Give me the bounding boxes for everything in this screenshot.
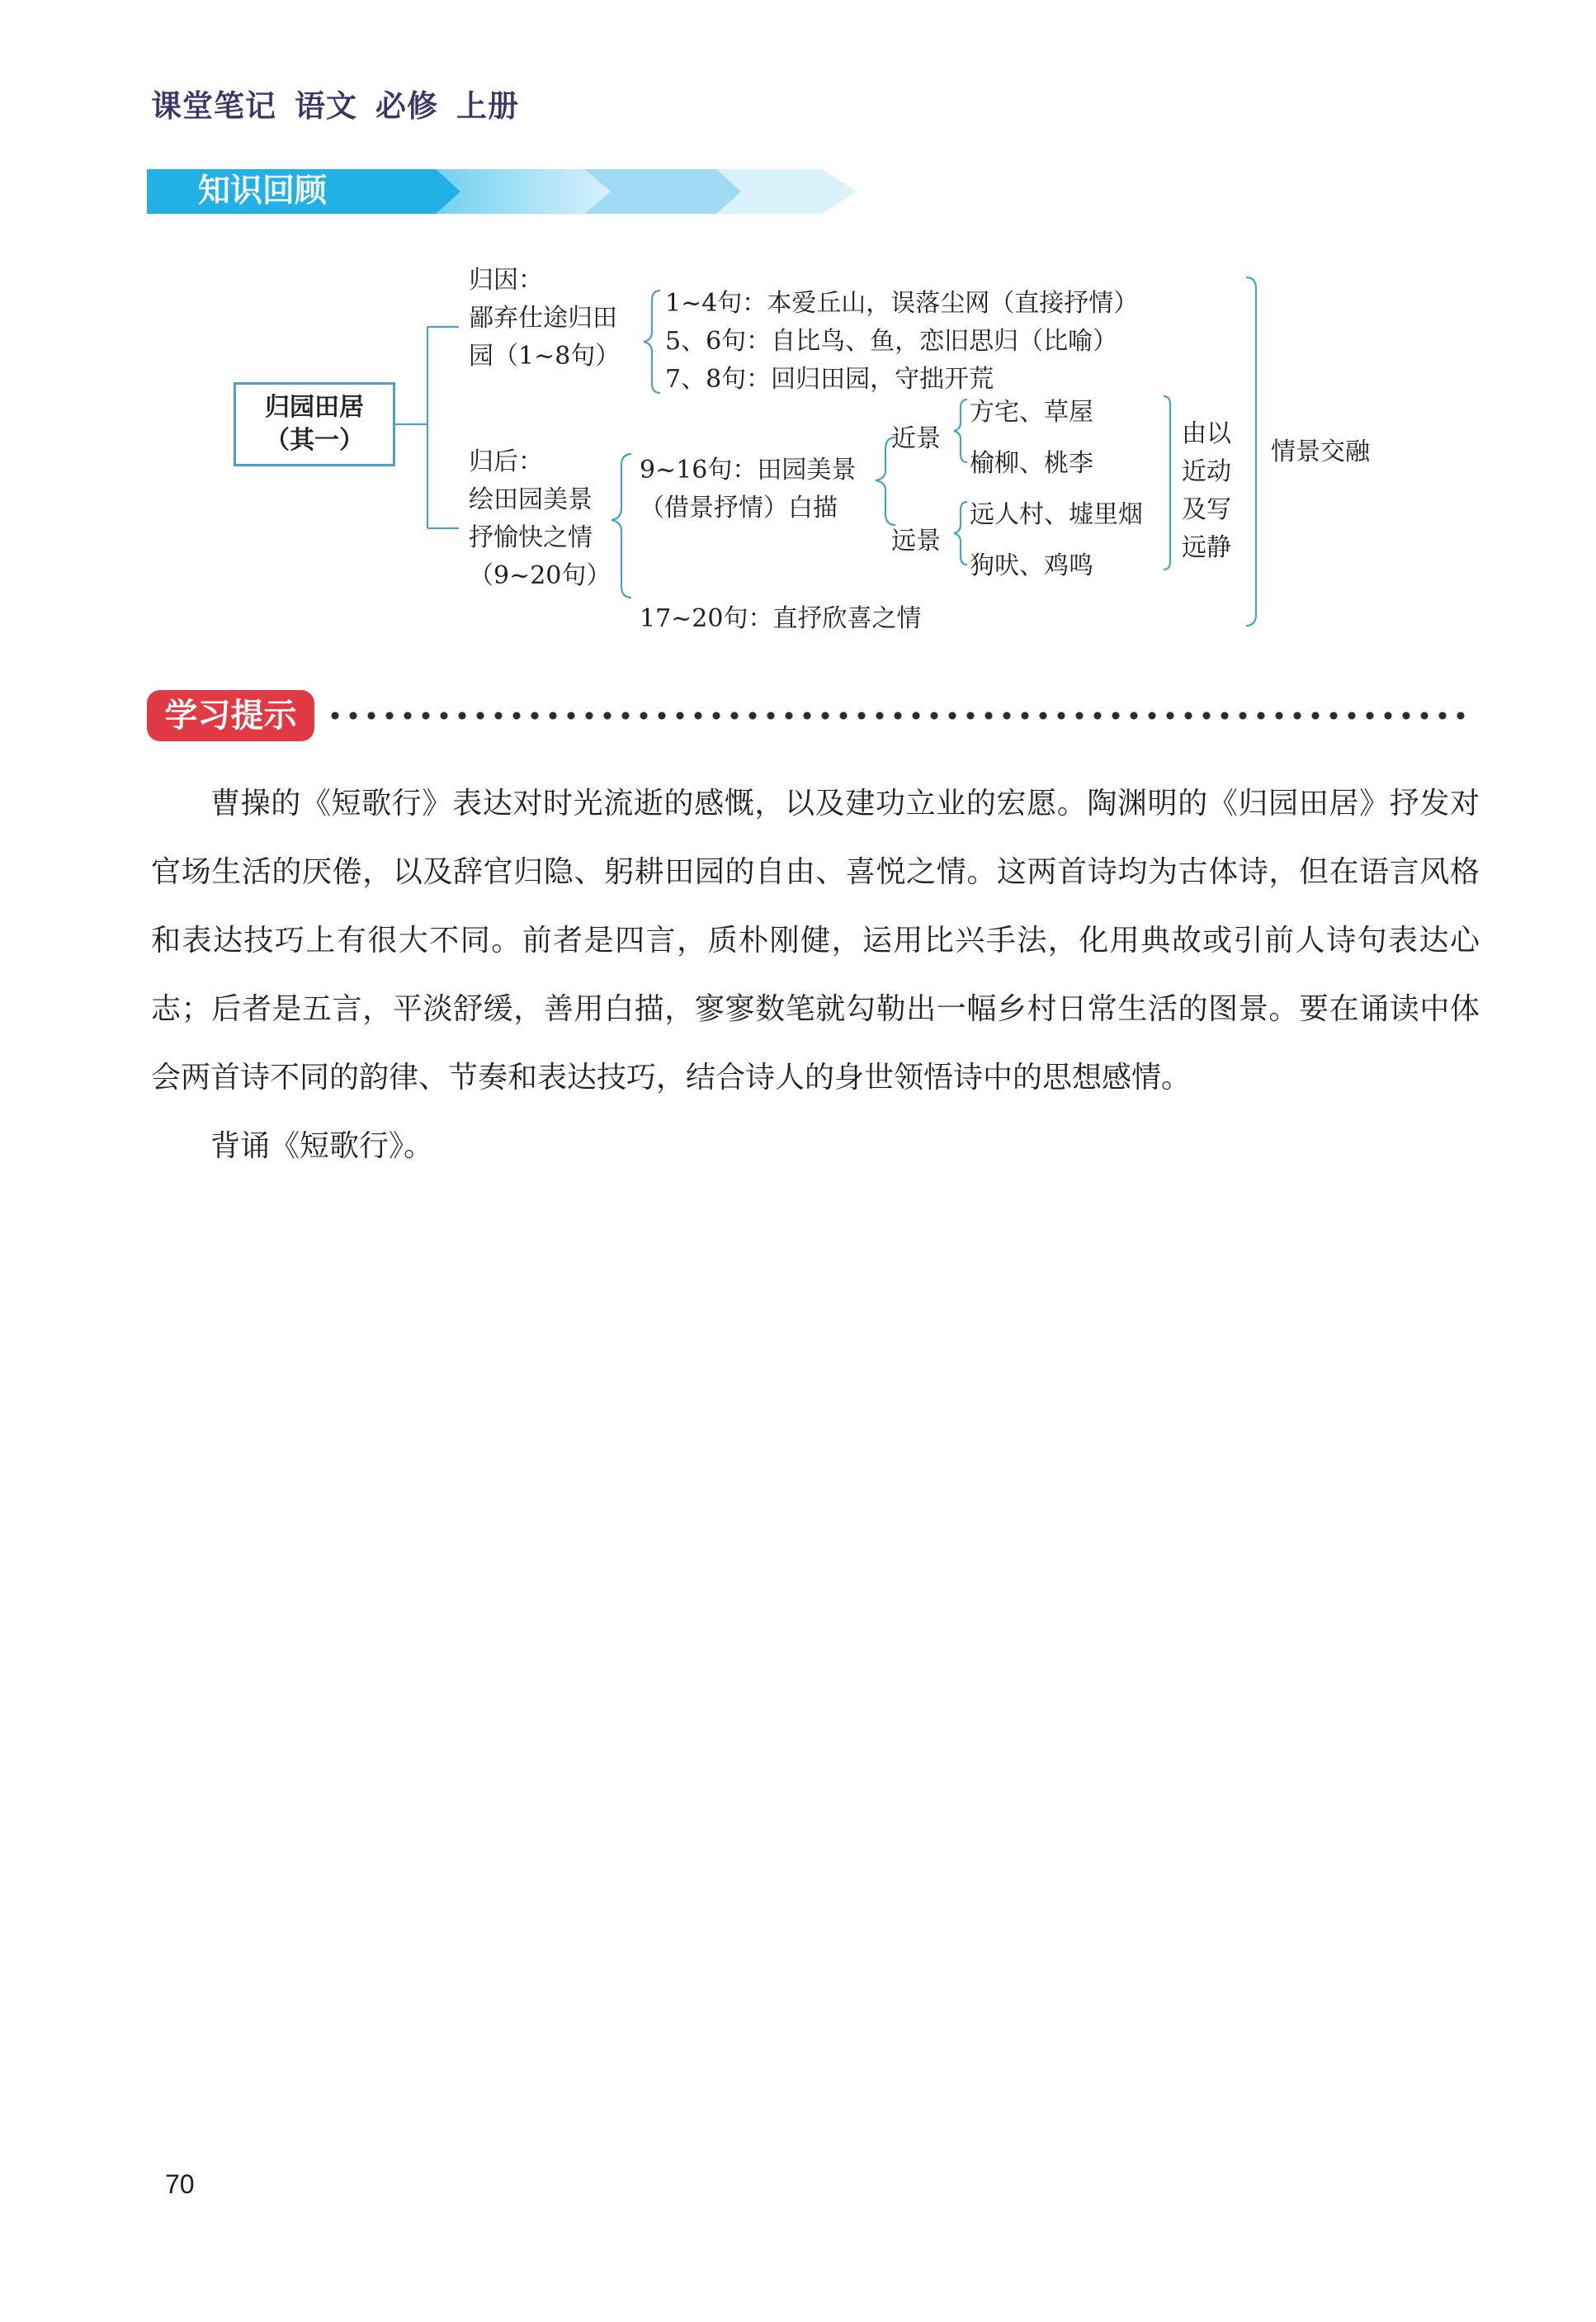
conclusion: 情景交融 [1271, 437, 1370, 466]
near-label: 近景 [891, 424, 941, 453]
root-title: 归园田居 [265, 393, 364, 422]
tips-badge: 学习提示 [147, 690, 314, 741]
before-line2: 园（1~8句） [469, 342, 621, 371]
method-3: 及写 [1182, 495, 1231, 524]
far-label: 远景 [891, 527, 941, 556]
root-subtitle: （其一） [265, 426, 364, 455]
after-line3: （9~20句） [469, 561, 611, 590]
header-part: 上册 [456, 88, 519, 124]
scene-line1: 9~16句：田园美景 [640, 456, 857, 485]
method-4: 远静 [1182, 533, 1231, 562]
before-item-1: 1~4句：本爱丘山，误落尘网（直接抒情） [665, 289, 1139, 318]
method-2: 近动 [1182, 457, 1231, 486]
section-banner-label: 知识回顾 [198, 173, 328, 210]
last-item: 17~20句：直抒欣喜之情 [640, 604, 922, 633]
page-number: 70 [165, 2169, 195, 2199]
tips-paragraph-2: 背诵《短歌行》。 [210, 1129, 434, 1163]
near-item-1: 方宅、草屋 [970, 398, 1093, 427]
mind-map-root [234, 382, 395, 466]
after-heading: 归后： [469, 447, 543, 476]
header-series: 课堂笔记 [151, 88, 276, 124]
far-item-1: 远人村、墟里烟 [970, 500, 1143, 529]
method-1: 由以 [1182, 419, 1231, 448]
before-heading: 归因： [469, 266, 543, 295]
before-line1: 鄙弃仕途归田 [469, 304, 617, 333]
header-volume: 必修 [375, 88, 438, 124]
after-line1: 绘田园美景 [469, 485, 593, 514]
scene-line2: （借景抒情）白描 [640, 494, 838, 523]
after-line2: 抒愉快之情 [469, 523, 593, 552]
far-item-2: 狗吠、鸡鸣 [970, 551, 1093, 580]
tips-paragraph-1: 曹操的《短歌行》表达对时光流逝的感慨，以及建功立业的宏愿。陶渊明的《归园田居》抒发对官场生活的厌倦，以及辞官归隐、躬耕田园的自由、喜悦之情。这两首诗均为古体诗，但在语言风格和表达技巧上有很大不同。前者是四言，质朴刚健，运用比兴手法，化用典故或引前人诗句表达心志；后者是五言，平淡舒缓，善用白描，寥寥数笔就勾勒出一幅乡村日常生活的图景。要在诵读中体会两首诗不同的韵律、节奏和表达技巧，结合诗人的身世领悟诗中的思想感情。 [151, 787, 1480, 1095]
near-item-2: 榆柳、桃李 [970, 449, 1093, 478]
tips-body [151, 769, 1480, 1180]
before-item-2: 5、6句：自比鸟、鱼，恋旧思归（比喻） [665, 327, 1118, 356]
before-item-3: 7、8句：回归田园，守拙开荒 [665, 365, 994, 394]
header-subject: 语文 [295, 88, 357, 124]
dotted-divider [326, 711, 1473, 721]
